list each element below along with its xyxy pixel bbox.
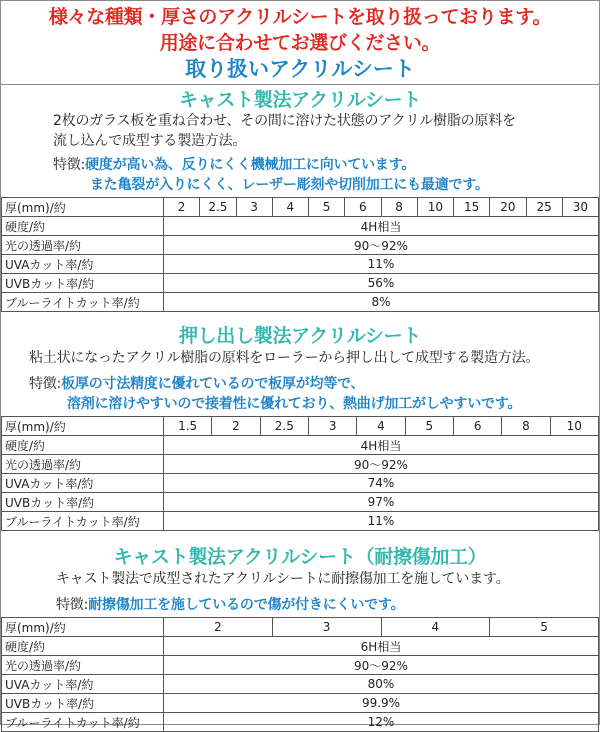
- section-extruded: [1, 324, 599, 531]
- thickness-cell: 25: [526, 198, 562, 217]
- thickness-cell: 6: [345, 198, 381, 217]
- thickness-cell: 3: [308, 417, 356, 436]
- thickness-cell: 4: [381, 618, 490, 637]
- section-cast: [1, 89, 599, 312]
- feature-text: 硬度が高い為、反りにくく機械加工に向いています。: [85, 157, 416, 173]
- table-row: [2, 675, 599, 694]
- thickness-cell: 8: [502, 417, 550, 436]
- row-value: 99.9%: [164, 694, 599, 713]
- header-line-1: 様々な種類・厚さのアクリルシートを取り扱っております。: [48, 6, 552, 28]
- row-value: 97%: [164, 493, 599, 512]
- feature-line-1: [1, 374, 599, 394]
- thickness-cell: 4: [272, 198, 308, 217]
- thickness-cell: 15: [454, 198, 490, 217]
- feature-line-1: [1, 155, 599, 175]
- row-value: 6H相当: [164, 637, 599, 656]
- thickness-cell: 2: [212, 417, 260, 436]
- thickness-cell: 2: [164, 198, 200, 217]
- thickness-label: 厚(mm)/約: [2, 198, 164, 217]
- feature-text: 溶剤に溶けやすいので接着性に優れており、熱曲げ加工がしやすいです。: [67, 396, 522, 412]
- row-value: 11%: [164, 512, 599, 531]
- thickness-cell: 10: [550, 417, 598, 436]
- thickness-cell: 2.5: [200, 198, 236, 217]
- thickness-row: [2, 198, 599, 217]
- table-row: [2, 436, 599, 455]
- table-row: [2, 274, 599, 293]
- row-value: 12%: [164, 713, 599, 732]
- row-value: 90～92%: [164, 455, 599, 474]
- row-label: 硬度/約: [2, 637, 164, 656]
- row-label: UVAカット率/約: [2, 255, 164, 274]
- table-row: [2, 656, 599, 675]
- table-row: [2, 236, 599, 255]
- row-value: 4H相当: [164, 217, 599, 236]
- row-value: 74%: [164, 474, 599, 493]
- spec-table-scratch-resistant: [1, 617, 599, 732]
- table-row: [2, 493, 599, 512]
- header-line-2: 用途に合わせてお選びください。: [159, 32, 441, 54]
- row-value: 80%: [164, 675, 599, 694]
- thickness-row: [2, 618, 599, 637]
- row-value: 4H相当: [164, 436, 599, 455]
- thickness-cell: 5: [490, 618, 599, 637]
- table-row: [2, 217, 599, 236]
- thickness-cell: 3: [272, 618, 381, 637]
- section-title: キャスト製法アクリルシート（耐擦傷加工）: [113, 546, 487, 568]
- feature-line-2: [1, 394, 599, 414]
- row-label: UVBカット率/約: [2, 493, 164, 512]
- feature-label: 特徴:: [29, 376, 62, 392]
- row-label: 光の透過率/約: [2, 236, 164, 255]
- spec-table-extruded: [1, 416, 599, 531]
- thickness-cell: 5: [405, 417, 453, 436]
- divider: [1, 84, 599, 85]
- section-desc-line-1: 粘土状になったアクリル樹脂の原料をローラーから押し出して成型する製造方法。: [29, 350, 540, 366]
- thickness-cell: 2.5: [260, 417, 308, 436]
- thickness-cell: 5: [309, 198, 345, 217]
- section-desc-line-1: キャスト製法で成型されたアクリルシートに耐擦傷加工を施しています。: [56, 571, 510, 587]
- feature-line-2: [1, 175, 599, 195]
- thickness-row: [2, 417, 599, 436]
- feature-label: 特徴:: [53, 157, 86, 173]
- row-value: 90～92%: [164, 656, 599, 675]
- thickness-cell: 30: [562, 198, 598, 217]
- table-row: [2, 713, 599, 732]
- section-desc-line-2: 流し込んで成型する製造方法。: [53, 133, 247, 149]
- table-row: [2, 293, 599, 312]
- thickness-cell: 1.5: [164, 417, 212, 436]
- row-label: 硬度/約: [2, 217, 164, 236]
- row-label: 硬度/約: [2, 436, 164, 455]
- table-row: [2, 255, 599, 274]
- section-title: キャスト製法アクリルシート: [178, 89, 422, 111]
- section-desc-line-1: 2枚のガラス板を重ね合わせ、その間に溶けた状態のアクリル樹脂の原料を: [53, 113, 516, 129]
- thickness-cell: 6: [453, 417, 501, 436]
- row-label: UVAカット率/約: [2, 675, 164, 694]
- table-row: [2, 474, 599, 493]
- feature-text: 板厚の寸法精度に優れているので板厚が均等で、: [61, 376, 365, 392]
- section-cast-scratch-resistant: [1, 545, 599, 732]
- spec-table-cast: [1, 197, 599, 312]
- thickness-cell: 2: [164, 618, 273, 637]
- thickness-cell: 3: [236, 198, 272, 217]
- feature-label: 特徴:: [56, 597, 89, 613]
- table-row: [2, 512, 599, 531]
- row-value: 11%: [164, 255, 599, 274]
- row-label: 光の透過率/約: [2, 455, 164, 474]
- row-label: ブルーライトカット率/約: [2, 713, 164, 732]
- thickness-label: 厚(mm)/約: [2, 618, 164, 637]
- section-title: 押し出し製法アクリルシート: [178, 325, 422, 347]
- row-label: UVAカット率/約: [2, 474, 164, 493]
- row-label: 光の透過率/約: [2, 656, 164, 675]
- row-value: 56%: [164, 274, 599, 293]
- page-title: 取り扱いアクリルシート: [185, 57, 415, 81]
- thickness-cell: 8: [381, 198, 417, 217]
- thickness-label: 厚(mm)/約: [2, 417, 164, 436]
- row-label: UVBカット率/約: [2, 694, 164, 713]
- table-row: [2, 455, 599, 474]
- row-value: 8%: [164, 293, 599, 312]
- thickness-cell: 20: [490, 198, 526, 217]
- row-label: UVBカット率/約: [2, 274, 164, 293]
- row-label: ブルーライトカット率/約: [2, 293, 164, 312]
- thickness-cell: 10: [417, 198, 453, 217]
- feature-text: 耐擦傷加工を施しているので傷が付きにくいです。: [88, 597, 405, 613]
- feature-line-1: [1, 595, 599, 615]
- table-row: [2, 694, 599, 713]
- table-row: [2, 637, 599, 656]
- feature-text: また亀裂が入りにくく、レーザー彫刻や切削加工にも最適です。: [90, 177, 489, 193]
- row-label: ブルーライトカット率/約: [2, 512, 164, 531]
- row-value: 90～92%: [164, 236, 599, 255]
- thickness-cell: 4: [357, 417, 405, 436]
